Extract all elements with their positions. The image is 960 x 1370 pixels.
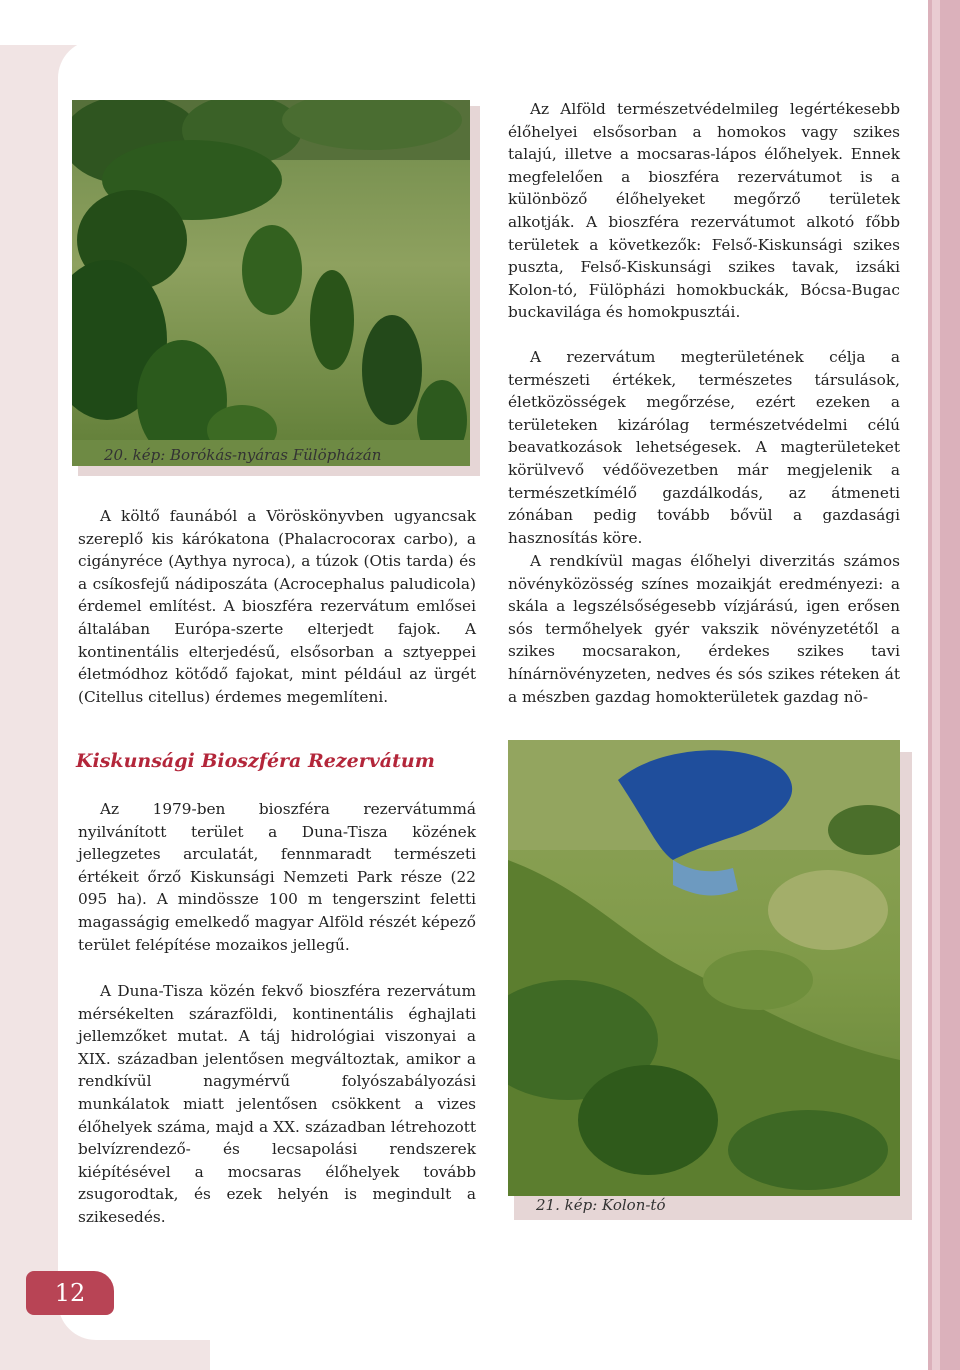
left-paragraph-1: A költő faunából a Vöröskönyvben ugyancsak szereplő kis kárókatona (Phalacrocorax carbo), a cigányréce (Aythya nyroca), a túzok (Otis tarda) és a csíkosfejű nádiposzáta (Acrocephalus paludicola) érdemel említést. A bioszféra rezervátum emlősei általában Európa-szerte elterjedt fajok. A kontinentális elterjedésű, elsősorban a sztyeppei életmódhoz kötődő fajokat, mint például az ürgét (Citellus citellus) érdemes megemlíteni. <box>78 507 476 706</box>
right-paragraph-1: Az Alföld természetvédelmileg legértékesebb élőhelyei elsősorban a homokos vagy szikes talajú, illetve a mocsaras-lápos élőhelyek. Ennek megfelelően a bioszféra rezervátumot is a különböző élőhelyeket megőrző területek alkotják. A bioszféra rezervátumot alkotó főbb területek a következők: Felső-Kiskunsági szikes puszta, Felső-Kiskunsági szikes tavak, izsáki Kolon-tó, Fülöpházi homokbuckák, Bócsa-Bugac buckavilága és homokpusztái. <box>508 100 900 322</box>
figure-20-caption-text: kép: Borókás-nyáras Fülöpházán <box>132 446 382 464</box>
left-paragraph-2: Az 1979-ben bioszféra rezervátummá nyilvánított terület a Duna-Tisza közének jellegzetes arculatát, fennmaradt természeti értékeit őrző Kiskunsági Nemzeti Park része (22 095 ha). A mindössze 100 m tengerszint feletti magasságig emelkedő magyar Alföld részét képező terület felépítése mozaikos jellegű. <box>78 800 476 954</box>
figure-21-photo <box>508 740 900 1196</box>
left-paragraph-2-block <box>78 798 476 956</box>
right-paragraph-3-block <box>508 550 900 708</box>
right-paragraph-1-block <box>508 98 900 324</box>
right-paragraph-2: A rezervátum megterületének célja a természeti értékek, természetes társulások, életközösségek megőrzése, ezért ezeken a területeken kizárólag természetvédelmi célú beavatkozások lehetségesek. A magterületeket körülvevő védőövezetben már megjelenik a természetkímélő gazdálkodás, az átmeneti zónában pedig tovább bővül a gazdasági hasznosítás köre. <box>508 348 900 547</box>
figure-21-caption-number: 21. <box>536 1196 560 1214</box>
figure-20-photo <box>72 100 470 466</box>
section-heading: Kiskunsági Bioszféra Rezervátum <box>76 750 435 772</box>
figure-21-caption-text: kép: Kolon-tó <box>564 1196 666 1214</box>
figure-20-caption-number: 20. <box>104 446 128 464</box>
right-decor-stripe-inner <box>932 0 940 1370</box>
figure-20-caption <box>104 446 444 464</box>
right-paragraph-2-block <box>508 346 900 549</box>
figure-21-caption <box>536 1196 736 1214</box>
page-number: 12 <box>26 1271 114 1315</box>
left-paragraph-3: A Duna-Tisza közén fekvő bioszféra rezervátum mérsékelten szárazföldi, kontinentális éghajlati jellemzőket mutat. A táj hidrológiai viszonyai a XIX. században jelentősen megváltoztak, amikor a rendkívül nagymérvű folyószabályozási munkálatok miatt jelentősen csökkent a vizes élőhelyek száma, majd a XX. században létrehozott belvízrendező- és lecsapolási rendszerek kiépítésével a mocsaras élőhelyek tovább zsugorodtak, és ezek helyén is megindult a szikesedés. <box>78 982 476 1226</box>
left-paragraph-1-block <box>78 505 476 708</box>
right-paragraph-3: A rendkívül magas élőhelyi diverzitás számos növényközösség színes mozaikját eredményezi: a skála a legszélsőségesebb vízjárású, igen erősen sós termőhelyek gyér vakszik növényzetétől a szikes mocsarakon, érdekes szikes tavi hínárnövényzeten, nedves és sós szikes réteken át a mészben gazdag homokterületek gazdag nö- <box>508 552 900 706</box>
left-paragraph-3-block <box>78 980 476 1229</box>
